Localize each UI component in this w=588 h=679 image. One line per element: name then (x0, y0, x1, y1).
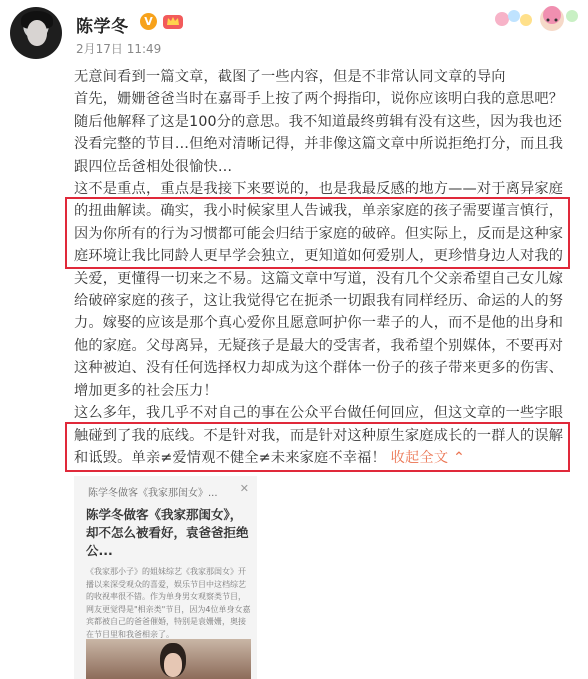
highlight-box-lower (65, 422, 570, 472)
highlight-box-upper (65, 197, 570, 269)
chevron-up-icon: ⌃ (452, 449, 466, 466)
avatar-face (27, 20, 47, 46)
photo-face (164, 653, 182, 677)
decoration-sticker-icon (492, 4, 582, 34)
post-timestamp[interactable]: 2月17日 11:49 (76, 42, 162, 56)
post-paragraph-final-text: 这么多年，我几乎不对自己的事在公众平台做任何回应，但这文章的一些字眼触碰到了我的底线。不是针对我，而是针对这种原生家庭成长的一群人的误解和诋毁。单亲≠爱情观不健全≠未来家庭不幸福！ (74, 405, 564, 466)
post-paragraph-main: 这不是重点，重点是我接下来要说的，也是我最反感的地方——对于离异家庭的扭曲解读。确实，我小时候家里人告诫我，单亲家庭的孩子需要谨言慎行，因为你所有的行为习惯都可能会归结于家庭的破碎。但实际上，反而是这种家庭环境让我比同龄人更早学会独立，更知道如何爱别人，更珍惜身边人对我的关爱，更懂得一切来之不易。这篇文章中写道，没有几个父亲希望自己女儿嫁给破碎家庭的孩子，这让我觉得它在扼杀一切跟我有同样经历、命运的人的努力。嫁娶的应该是那个真心爱你且愿意呵护你一辈子的人，而不是他的出身和他的家庭。父母离异，无疑孩子是最大的受害者，我希望个别媒体，不要再对这种被迫、没有任何选择权力却成为这个群体一份子的孩子带来更多的伤害、增加更多的社会压力！ (74, 181, 564, 399)
crown-icon (161, 11, 185, 31)
card-headline: 陈学冬做客《我家那闺女》，却不怎么被看好，袁爸爸拒绝公... (86, 507, 249, 558)
card-body: 《我家那小子》的姐妹综艺《我家那闺女》开播以来深受观众的喜爱，娱乐节目中这档综艺的收视率很不错。作为单身男女观察类节目，网友更觉得是"相亲类"节目，因为4位单身女嘉宾都被自己的爸爸催婚，特别是袁姗姗，奥接在节目里和我爸相亲了。 (86, 567, 251, 639)
card-photo (86, 639, 251, 679)
verified-v-icon: V (140, 13, 157, 30)
post-paragraph-first: 首先，姗姗爸爸当时在嘉哥手上按了两个拇指印，说你应该明白我的意思吧？随后他解释了这是100分的意思。我不知道最终剪辑有没有这些，因为我也还没看完整的节目…但绝对清晰记得，并非像这篇文章中所说拒绝打分，而且我跟四位岳爸相处很愉快… (74, 91, 564, 175)
collapse-label: 收起全文 (390, 449, 449, 466)
close-icon[interactable]: ✕ (239, 482, 249, 495)
avatar[interactable] (10, 7, 62, 59)
card-source: 陈学冬做客《我家那闺女》... (88, 488, 218, 499)
article-card[interactable] (74, 476, 257, 679)
post-paragraph-intro: 无意间看到一篇文章，截图了一些内容，但是不非常认同文章的导向 (74, 69, 506, 85)
post-header (0, 0, 588, 64)
author-name[interactable]: 陈学冬 (76, 17, 129, 37)
